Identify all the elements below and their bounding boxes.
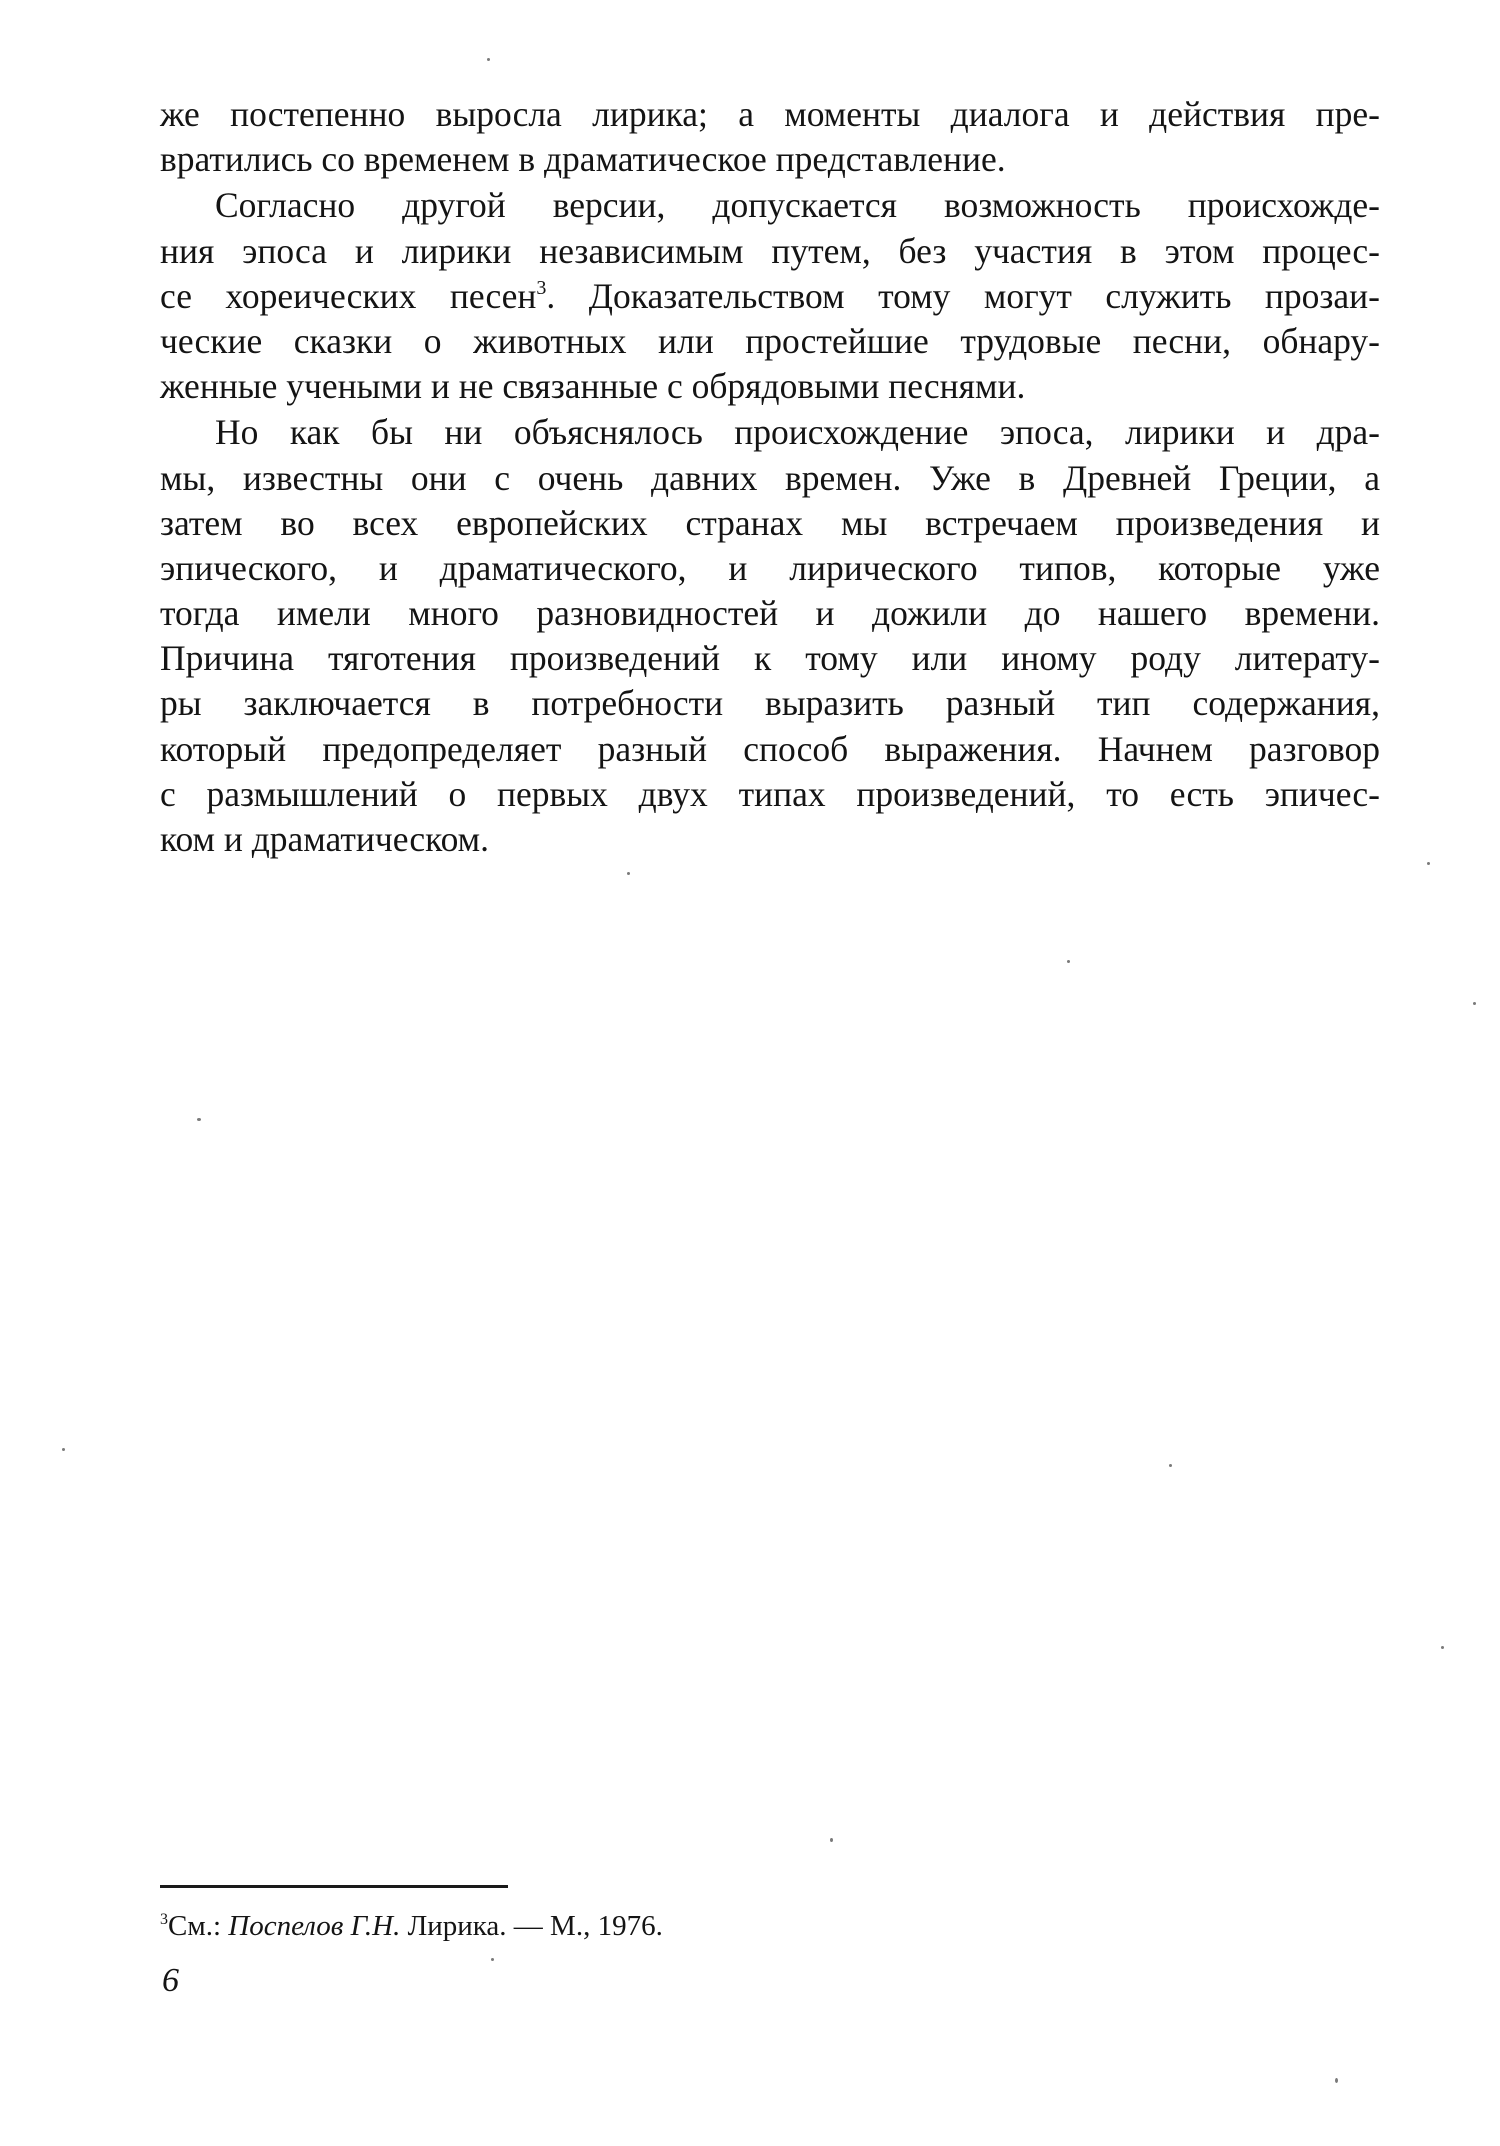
scan-speck: [1427, 862, 1430, 865]
scan-speck: [62, 1448, 65, 1451]
text-line: [160, 364, 1380, 409]
text-run: Согласно другой версии, допускается возможность происхожде-: [215, 185, 1380, 226]
footnote-divider: [160, 1885, 508, 1888]
scan-speck: [1335, 2078, 1338, 2083]
text-run: мы, известны они с очень давних времен. Уже в Древней Греции, а: [160, 457, 1380, 498]
text-run: се хореических песен: [160, 275, 537, 316]
text-line: [160, 772, 1380, 817]
text-run: женные учеными и не связанные с обрядовыми песнями.: [160, 366, 1026, 407]
text-line: [160, 137, 1380, 182]
footnote-3: [160, 1908, 663, 1944]
page-number: 6: [162, 1962, 179, 1999]
text-line: [160, 92, 1380, 137]
text-line: [160, 636, 1380, 681]
paragraph-2: [160, 183, 1380, 409]
text-line: [160, 546, 1380, 591]
text-run: ком и драматическом.: [160, 819, 489, 859]
text-run: эпического, и драматического, и лирического типов, которые уже: [160, 547, 1380, 588]
text-line: [160, 817, 1380, 862]
text-run: . Доказательством тому могут служить прозаи-: [546, 275, 1380, 316]
text-run: ры заключается в потребности выразить разный тип содержания,: [160, 683, 1380, 724]
text-run: же постепенно выросла лирика; а моменты диалога и действия пре-: [160, 94, 1380, 134]
text-run: Но как бы ни объяснялось происхождение эпоса, лирики и дра-: [215, 412, 1380, 453]
text-line: [160, 274, 1380, 319]
text-run: ния эпоса и лирики независимым путем, без участия в этом процес-: [160, 230, 1380, 271]
footnote-reference: Лирика. — М., 1976.: [400, 1910, 663, 1942]
paragraph-1: [160, 92, 1380, 182]
text-run: с размышлений о первых двух типах произведений, то есть эпичес-: [160, 773, 1380, 814]
footnote-marker: 3: [160, 1911, 168, 1928]
footnote-author: Поспелов Г.Н.: [228, 1910, 401, 1942]
text-line: [160, 229, 1380, 274]
text-run: вратились со временем в драматическое представление.: [160, 139, 1006, 180]
text-line: [160, 591, 1380, 636]
scan-speck: [1169, 1464, 1172, 1467]
text-line: [160, 727, 1380, 772]
footnote-prefix: См.:: [168, 1910, 229, 1942]
text-line: [160, 681, 1380, 726]
text-line: [160, 319, 1380, 364]
text-line: [160, 183, 1380, 228]
scan-speck: [627, 872, 630, 875]
text-run: Причина тяготения произведений к тому или иному роду литерату-: [160, 638, 1380, 679]
scan-speck: [197, 1118, 201, 1121]
footnote-ref: 3: [536, 276, 547, 299]
text-run: ческие сказки о животных или простейшие трудовые песни, обнару-: [160, 320, 1380, 361]
text-run: который предопределяет разный способ выражения. Начнем разговор: [160, 728, 1380, 769]
scan-speck: [487, 58, 490, 61]
scan-speck: [1067, 960, 1070, 963]
text-run: тогда имели много разновидностей и дожили до нашего времени.: [160, 593, 1380, 634]
scan-speck: [830, 1838, 833, 1842]
text-line: [160, 456, 1380, 501]
text-line: [160, 410, 1380, 455]
scan-speck: [491, 1958, 494, 1961]
text-run: затем во всех европейских странах мы встречаем произведения и: [160, 502, 1380, 543]
paragraph-3: [160, 410, 1380, 862]
body-text: [160, 92, 1380, 863]
text-line: [160, 501, 1380, 546]
scan-speck: [1473, 1002, 1476, 1005]
scan-speck: [1441, 1646, 1444, 1649]
